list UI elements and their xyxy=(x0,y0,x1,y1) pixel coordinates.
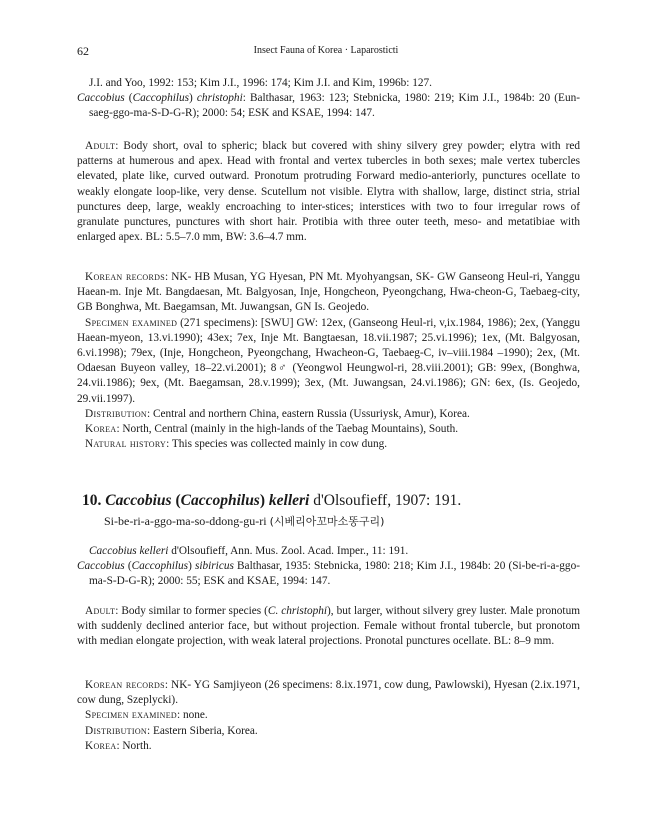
distribution-text: : Eastern Siberia, Korea. xyxy=(146,724,258,737)
adult-description-2 xyxy=(77,604,580,650)
records-2 xyxy=(77,678,580,754)
natural-history-text: : This species was collected mainly in cow dung. xyxy=(166,438,388,451)
species-common-name xyxy=(104,513,384,529)
citation-subgenus: Caccophilus xyxy=(132,92,190,105)
records-1 xyxy=(77,270,580,452)
specimen-label: Specimen examined xyxy=(85,316,178,329)
species-epithet: kelleri xyxy=(268,492,310,509)
species-number: 10. xyxy=(82,492,102,509)
distribution-2 xyxy=(77,724,580,739)
adult-label: Adult xyxy=(85,605,116,617)
citation-text: : Balthasar, 1963: 123; Stebnicka, 1980: 219; Kim J.I., 1984b: 20 (Eun-saeg-ggo-ma-S-D-G-R); 2000: 54; ESK and KSAE, 1994: 147. xyxy=(89,92,580,120)
adult-text-a: : Body similar to former species ( xyxy=(115,605,268,617)
korea-label: Korea xyxy=(85,739,117,752)
korean-records-text: : NK- HB Musan, YG Hyesan, PN Mt. Myohyangsan, SK- GW Ganseong Heul-ri, Yanggu Haean-m. Inje Mt. Bangdaesan, Mt. Balgyosan, Inje, Hongcheon, Pyeongchang, Hwa-cheon-G, Taebaeg-city, GB Bonghwa, Mt. Baegamsan, Mt. Juwangsan, GN Is. Geojedo. xyxy=(77,271,580,314)
romanized-name: Si-be-ri-a-ggo-ma-so-ddong-gu-ri xyxy=(104,514,267,528)
citation-genus: Caccobius xyxy=(77,560,125,573)
adult-text: : Body short, oval to spheric; black but covered with shiny silvery grey powder; elytra with red patterns at humerous and apex. Head with frontal and vertex tubercles in both sexes; male vertex tubercles elevated, plate like, curved outward. Pronotum protruding Forward medio-anteriorly, punctures ocellate to weakly elongate loop-like, very dense. Scutellum not visible. Elytra with shallow, large, distinct stria, strial punctures deep, large, weakly encroaching to inter-stices; interstices with two to four irregular rows of granulate punctures, punctures with short hair. Protibia with three outer teeth, meso- and metatibiae with enlarged apex. BL: 5.5–7.0 mm, BW: 3.6–4.7 mm. xyxy=(77,140,580,244)
specimen-text: : none. xyxy=(176,709,208,722)
species-subgenus: Caccophilus xyxy=(180,492,260,509)
korea-text: : North, Central (mainly in the high-lands of the Taebag Mountains), South. xyxy=(116,423,459,436)
distribution-1 xyxy=(77,407,580,422)
distribution-label: Distribution xyxy=(85,724,147,737)
korea-1 xyxy=(77,422,580,437)
citation-text: Balthasar, 1935: Stebnicka, 1980: 218; Kim J.I., 1984b: 20 (Si-be-ri-a-ggo-ma-S-D-G-R); 2000: 55; ESK and KSAE, 1994: 147. xyxy=(89,560,580,588)
specimen-label: Specimen examined xyxy=(85,709,177,722)
korea-label: Korea xyxy=(85,423,117,436)
distribution-text: : Central and northern China, eastern Russia (Ussuriysk, Amur), Korea. xyxy=(146,407,470,420)
korean-name: (시베리아꼬마소똥구리) xyxy=(269,515,385,528)
species-genus: Caccobius xyxy=(105,492,172,509)
adult-ref: C. christophi xyxy=(267,605,328,617)
distribution-label: Distribution xyxy=(85,407,147,420)
natural-history-label: Natural history xyxy=(85,438,167,451)
korean-records-2 xyxy=(77,678,580,708)
natural-history-1 xyxy=(77,437,580,452)
korean-records-1 xyxy=(77,270,580,316)
korea-text: : North. xyxy=(116,739,152,752)
korean-records-label: Korean records xyxy=(85,679,165,691)
citation-christophi: Caccobius (Caccophilus) christophi: Balthasar, 1963: 123; Stebnicka, 1980: 219; Kim J.I., 1984b: 20 (Eun-saeg-ggo-ma-S-D-G-R); 2000: 54; ESK and KSAE, 1994: 147. xyxy=(77,92,580,120)
citation-sibiricus: Caccobius (Caccophilus) sibiricus Balthasar, 1935: Stebnicka, 1980: 218; Kim J.I., 1984b: 20 (Si-be-ri-a-ggo-ma-S-D-G-R); 2000: 55; ESK and KSAE, 1994: 147. xyxy=(77,560,580,588)
citation-kelleri xyxy=(77,544,580,559)
specimen-examined-1 xyxy=(77,316,580,407)
korean-records-label: Korean records xyxy=(85,271,165,283)
korea-2 xyxy=(77,739,580,754)
adult-description-1 xyxy=(77,139,580,245)
top-citations xyxy=(77,76,580,122)
citation-line: J.I. and Yoo, 1992: 153; Kim J.I., 1996: 174; Kim J.I. and Kim, 1996b: 127. xyxy=(89,77,432,89)
page-number: 62 xyxy=(77,44,89,58)
specimen-examined-2 xyxy=(77,708,580,723)
citation-species: christophi xyxy=(196,92,243,105)
citation-name: Caccobius kelleri xyxy=(89,545,169,557)
species-heading: 10. Caccobius (Caccophilus) kelleri d'Olsoufieff, 1907: 191. xyxy=(82,492,462,509)
citation-genus: Caccobius xyxy=(77,92,125,105)
adult-label: Adult xyxy=(85,140,116,152)
specimen-text: (271 specimens): [SWU] GW: 12ex, (Ganseong Heul-ri, v,ix.1984, 1986); 2ex, (Yanggu Haean-myeon, 13.vi.1990); 43ex; 7ex, Inje Mt. Bangtaesan, 18.vii.1987; 25.vi.1996); 1ex, (Mt. Balgyosan, 6.vi.1998); 79ex, (Inje, Hongcheon, Pyeongchang, Hwacheon-G, Taebaeg-C, iv–viii.1984 –1990); 2ex, (Mt. Odaesan Buyeon valley, 18–22.vi.2001); 8♂ (Yeongwol Heungwol-ri, 28.viii.2001); GB: 99ex, (Bonghwa, 24.vii.1986); 9ex, (Mt. Baegamsan, 28.v.1999); 3ex, (Mt. Juwangsan, 24.vi.1986); GN: 6ex, (Is. Geojedo, 29.vii.1997). xyxy=(77,316,580,405)
citations-2 xyxy=(77,544,580,590)
adult-text-b: ), but larger, without silvery grey luster. Male pronotum with suddenly declined anterior face, but without projection. Female without frontal tubercle, but pronotom with median elongate projection, with weak lateral projections. Pronotal punctures ocellate. BL: 8–9 mm. xyxy=(77,605,580,648)
species-authority: d'Olsoufieff, 1907: 191. xyxy=(309,492,462,509)
citation-text: d'Olsoufieff, Ann. Mus. Zool. Acad. Imper., 11: 191. xyxy=(168,545,409,557)
running-title: Insect Fauna of Korea · Laparosticti xyxy=(253,45,399,56)
citation-subgenus: Caccophilus xyxy=(131,560,189,573)
citation-species: sibiricus xyxy=(194,560,234,573)
korean-records-text: : NK- YG Samjiyeon (26 specimens: 8.ix.1971, cow dung, Pawlowski), Hyesan (2.ix.1971, cow dung, Szeplycki). xyxy=(77,679,581,707)
